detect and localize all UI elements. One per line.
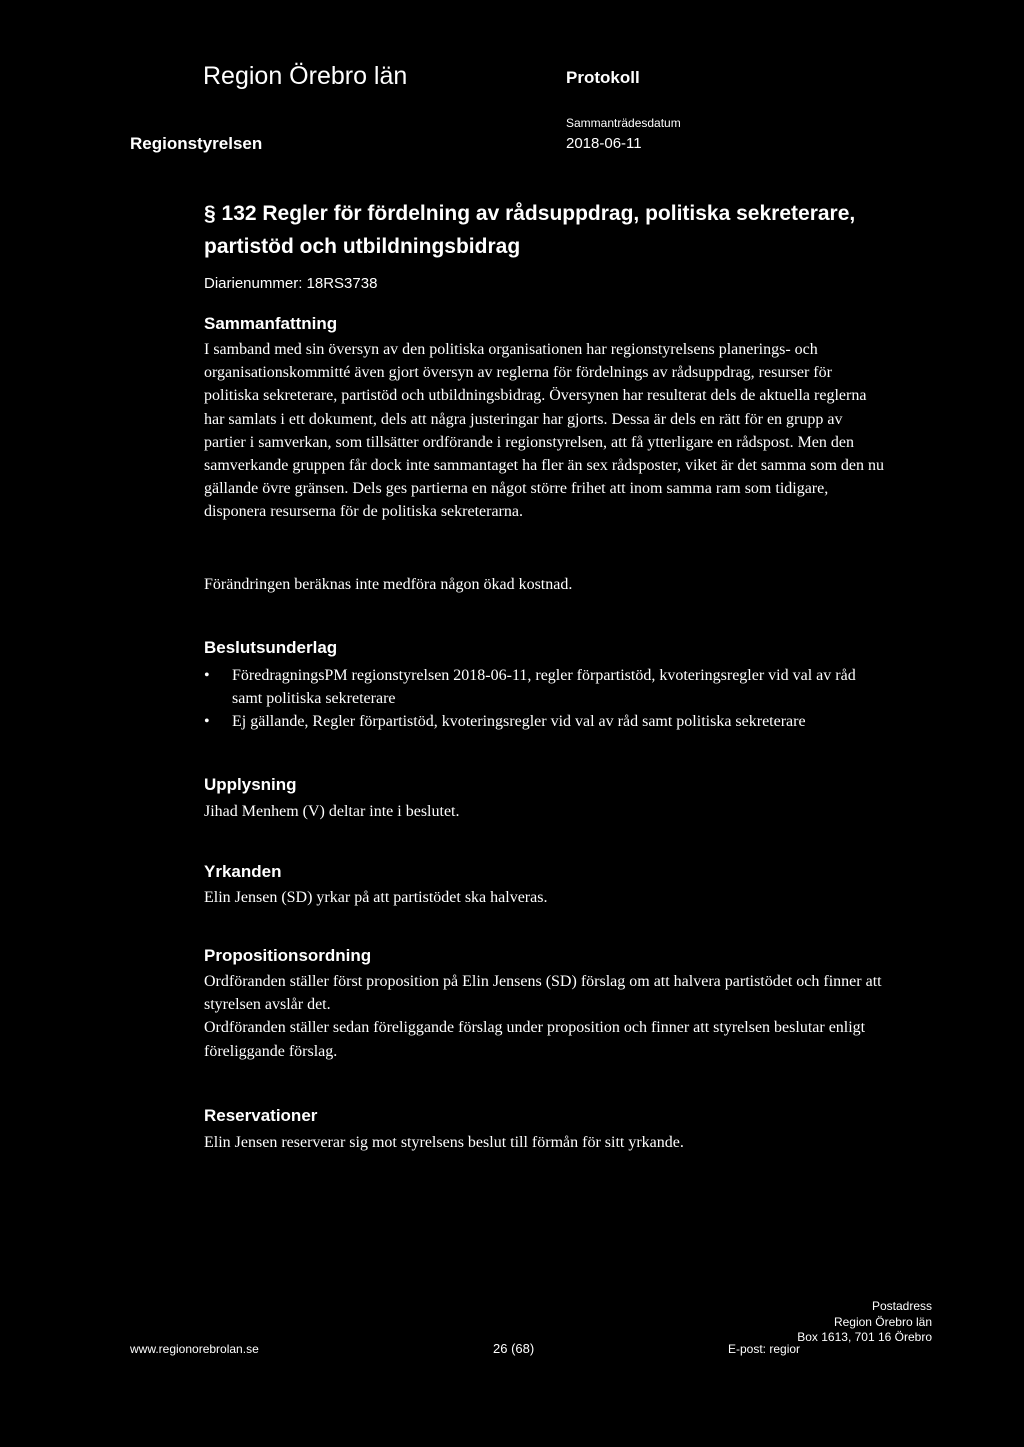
bullet-icon: • [204, 667, 210, 684]
diary-number-label: Diarienummer: [204, 275, 303, 292]
diary-number: 18RS3738 [306, 275, 378, 292]
diary-number-line [204, 275, 377, 292]
meeting-date: 2018-06-11 [566, 135, 642, 152]
footer-email: E-post: regior [728, 1342, 801, 1356]
committee-name: Regionstyrelsen [130, 134, 263, 153]
summary-heading: Sammanfattning [204, 314, 338, 333]
summary-cost-text: Förändringen beräknas inte medföra någon ökad kostnad. [204, 576, 573, 593]
list-item [204, 664, 884, 710]
footer-website-link[interactable]: www.regionorebrolan.se [130, 1342, 259, 1356]
claims-heading: Yrkanden [204, 862, 282, 881]
claims-text: Elin Jensen (SD) yrkar på att partistödet ska halveras. [204, 889, 548, 906]
decision-basis-list [204, 664, 884, 734]
decision-basis-heading: Beslutsunderlag [204, 638, 338, 657]
summary-text: I samband med sin översyn av den politiska organisationen har regionstyrelsens planerings- och organisationskommitté även gjort översyn av reglerna för fördelnings av rådsuppdrag, resurser för politiska sekreterare, partistöd och utbildningsbidrag. Översynen har resulterat dels de aktuella reglerna har samlats i ett dokument, dels att några justeringar har gjorts. Dessa är dels en rätt för en grupp av partier i samverkan, som tillsätter ordförande i regionstyrelsen, att få ytterligare en rådspost. Men den samverkande gruppen får dock inte sammantaget ha fler än sex rådsposter, viket är det samma som den nu gällande övre gränsen. Dels ges partierna en något större frihet att inom samma ram som tidigare, disponera resurserna för de politiska sekreterarna. [204, 341, 885, 521]
list-item-text: Ej gällande, Regler förpartistöd, kvoteringsregler vid val av råd samt politiska sekreterare [232, 713, 806, 731]
footer-page-number: 26 (68) [493, 1341, 535, 1356]
proposition-order-text [204, 970, 884, 1063]
information-text: Jihad Menhem (V) deltar inte i beslutet. [204, 803, 460, 820]
bullet-icon: • [204, 713, 210, 731]
proposition-order-heading: Propositionsordning [204, 946, 372, 965]
proposition-order-paragraph-2: Ordföranden ställer sedan föreliggande förslag under proposition och finner att styrelsen beslutar enligt föreliggande förslag. [204, 1019, 866, 1060]
footer-address-line-1: Region Örebro län [833, 1314, 932, 1329]
list-item-text: FöredragningsPM regionstyrelsen 2018-06-11, regler förpartistöd, kvoteringsregler vid val av råd samt politiska sekreterare [232, 667, 856, 708]
footer-address-line-2: Box 1613, 701 16 Örebro [797, 1330, 932, 1344]
list-item [204, 710, 884, 733]
meeting-date-label: Sammanträdesdatum [566, 116, 681, 130]
reservations-text: Elin Jensen reserverar sig mot styrelsens beslut till förmån för sitt yrkande. [204, 1134, 684, 1151]
footer-postal-address [780, 1299, 932, 1346]
information-heading: Upplysning [204, 775, 297, 794]
proposition-order-paragraph-1: Ordföranden ställer först proposition på Elin Jensens (SD) förslag om att halvera partistödet och finner att styrelsen avslår det. [204, 973, 882, 1014]
footer-address-label: Postadress [871, 1299, 932, 1313]
document-type: Protokoll [566, 68, 640, 87]
reservations-heading: Reservationer [204, 1106, 318, 1125]
section-title: § 132 Regler för fördelning av rådsuppdrag, politiska sekreterare, partistöd och utbildningsbidrag [204, 202, 856, 258]
organization-name: Region Örebro län [203, 62, 408, 90]
